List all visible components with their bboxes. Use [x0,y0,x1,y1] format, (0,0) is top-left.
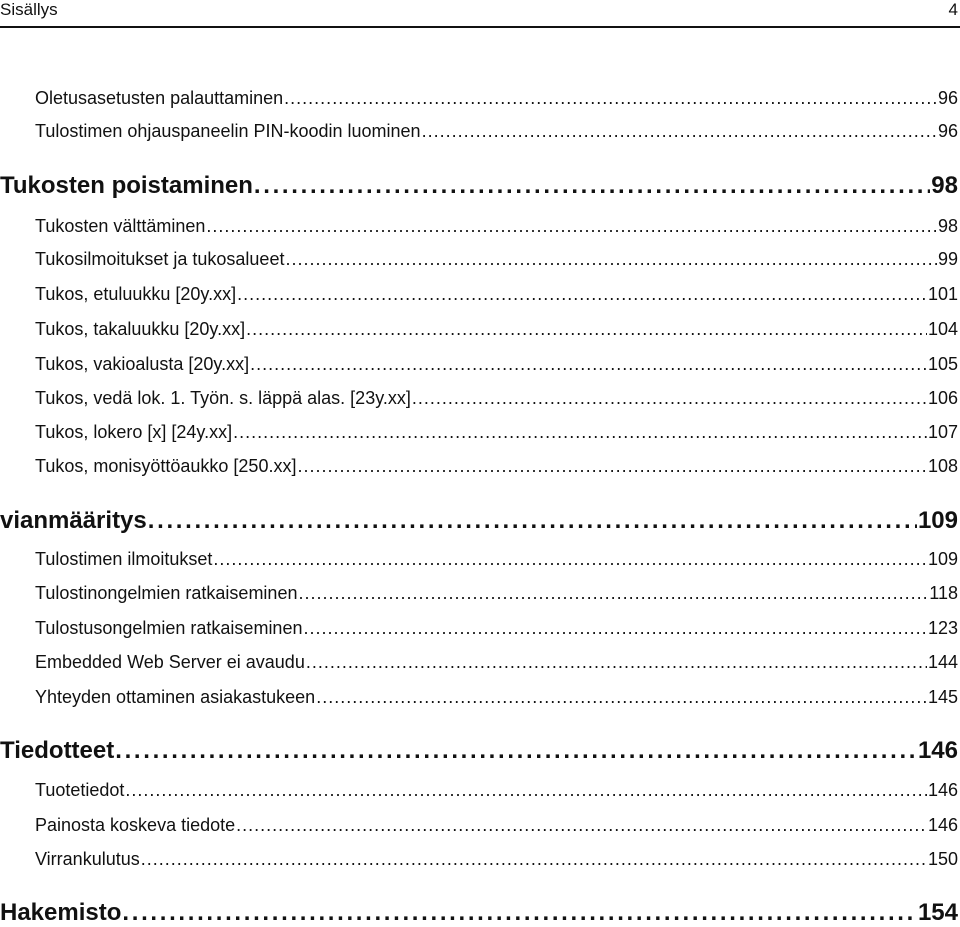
dot-leader [206,215,937,237]
toc-entry-tukosilmoitukset[interactable] [35,248,958,270]
dot-leader [115,737,917,765]
header-page-number: 4 [948,0,958,19]
toc-entry-label: Embedded Web Server ei avaudu [35,652,305,672]
dot-leader [125,779,927,801]
toc-entry-page: 145 [927,687,958,707]
toc-entry-label: Tuotetiedot [35,780,125,800]
toc-entry-tukosten-valttaminen[interactable] [35,215,958,237]
toc-entry-page: 118 [929,583,958,603]
dot-leader [213,548,927,570]
toc-entry-page: 101 [927,284,958,304]
dot-leader [297,455,926,477]
dot-leader [237,283,927,305]
toc-section-label: vianmääritys [0,507,147,534]
toc-section-hakemisto[interactable] [0,899,958,927]
toc-section-page: 109 [917,507,958,534]
toc-entry-page: 99 [937,249,958,269]
toc-entry-label: Tukos, lokero [x] [24y.xx] [35,422,233,442]
toc-entry-page: 104 [927,319,958,339]
toc-section-label: Tiedotteet [0,737,115,764]
toc-entry-label: Tukos, etuluukku [20y.xx] [35,284,237,304]
dot-leader [250,353,927,375]
toc-section-label: Tukosten poistaminen [0,172,253,199]
toc-section-page: 146 [917,737,958,764]
dot-leader [316,686,927,708]
toc-entry-tukos-vakioalusta[interactable] [35,353,958,375]
dot-leader [303,617,926,639]
toc-entry-tukos-veda-lok[interactable] [35,387,958,409]
toc-entry-tukos-monisyottoaukko[interactable] [35,455,958,477]
toc-entry-page: 105 [927,354,958,374]
dot-leader [422,120,937,142]
toc-entry-label: Yhteyden ottaminen asiakastukeen [35,687,316,707]
dot-leader [148,507,917,535]
toc-entry-tulostinongelmien-ratkaiseminen[interactable] [35,582,958,604]
dot-leader [254,172,930,200]
toc-entry-label: Tukosilmoitukset ja tukosalueet [35,249,285,269]
toc-entry-page: 109 [927,549,958,569]
toc-entry-label: Tukos, takaluukku [20y.xx] [35,319,246,339]
toc-entry-label: Tukos, monisyöttöaukko [250.xx] [35,456,297,476]
toc-section-page: 154 [917,899,958,926]
toc-entry-tukos-takaluukku[interactable] [35,318,958,340]
toc-entry-page: 107 [927,422,958,442]
toc-section-label: Hakemisto [0,899,122,926]
toc-entry-page: 98 [937,216,958,236]
toc-entry-label: Tulostimen ilmoitukset [35,549,213,569]
toc-entry-page: 123 [927,618,958,638]
toc-entry-pin-koodin-luominen[interactable] [35,120,958,142]
dot-leader [236,814,927,836]
dot-leader [298,582,928,604]
toc-entry-label: Tulostinongelmien ratkaiseminen [35,583,298,603]
toc-entry-embedded-web-server[interactable] [35,651,958,673]
toc-entry-tuotetiedot[interactable] [35,779,958,801]
dot-leader [284,87,937,109]
toc-entry-yhteyden-ottaminen[interactable] [35,686,958,708]
toc-section-tiedotteet[interactable] [0,737,958,765]
toc-entry-tukos-etuluukku[interactable] [35,283,958,305]
toc-entry-label: Tukos, vedä lok. 1. Työn. s. läppä alas. [23y.xx] [35,388,411,408]
dot-leader [233,421,927,443]
toc-entry-page: 108 [927,456,958,476]
toc-entry-page: 96 [937,121,958,141]
dot-leader [285,248,937,270]
toc-entry-label: Tukosten välttäminen [35,216,206,236]
dot-leader [246,318,927,340]
toc-entry-page: 144 [927,652,958,672]
toc-entry-virrankulutus[interactable] [35,848,958,870]
toc-section-vianmaaritys[interactable] [0,507,958,535]
dot-leader [306,651,927,673]
toc-entry-page: 146 [927,815,958,835]
toc-section-page: 98 [931,172,958,199]
toc-entry-label: Tulostimen ohjauspaneelin PIN-koodin luominen [35,121,421,141]
toc-entry-label: Tukos, vakioalusta [20y.xx] [35,354,250,374]
toc-entry-page: 150 [927,849,958,869]
toc-entry-label: Painosta koskeva tiedote [35,815,236,835]
toc-entry-tukos-lokero[interactable] [35,421,958,443]
toc-entry-painosta-koskeva-tiedote[interactable] [35,814,958,836]
dot-leader [122,899,917,927]
toc-entry-label: Virrankulutus [35,849,140,869]
dot-leader [412,387,927,409]
toc-entry-label: Tulostusongelmien ratkaiseminen [35,618,303,638]
toc-entry-oletusasetusten-palauttaminen[interactable] [35,87,958,109]
header-title: Sisällys [0,0,58,19]
toc-entry-page: 96 [937,88,958,108]
toc-entry-tulostusongelmien-ratkaiseminen[interactable] [35,617,958,639]
toc-section-tukosten-poistaminen[interactable] [0,172,958,200]
dot-leader [141,848,927,870]
toc-entry-label: Oletusasetusten palauttaminen [35,88,284,108]
toc-entry-tulostimen-ilmoitukset[interactable] [35,548,958,570]
toc-entry-page: 146 [927,780,958,800]
toc-entry-page: 106 [927,388,958,408]
